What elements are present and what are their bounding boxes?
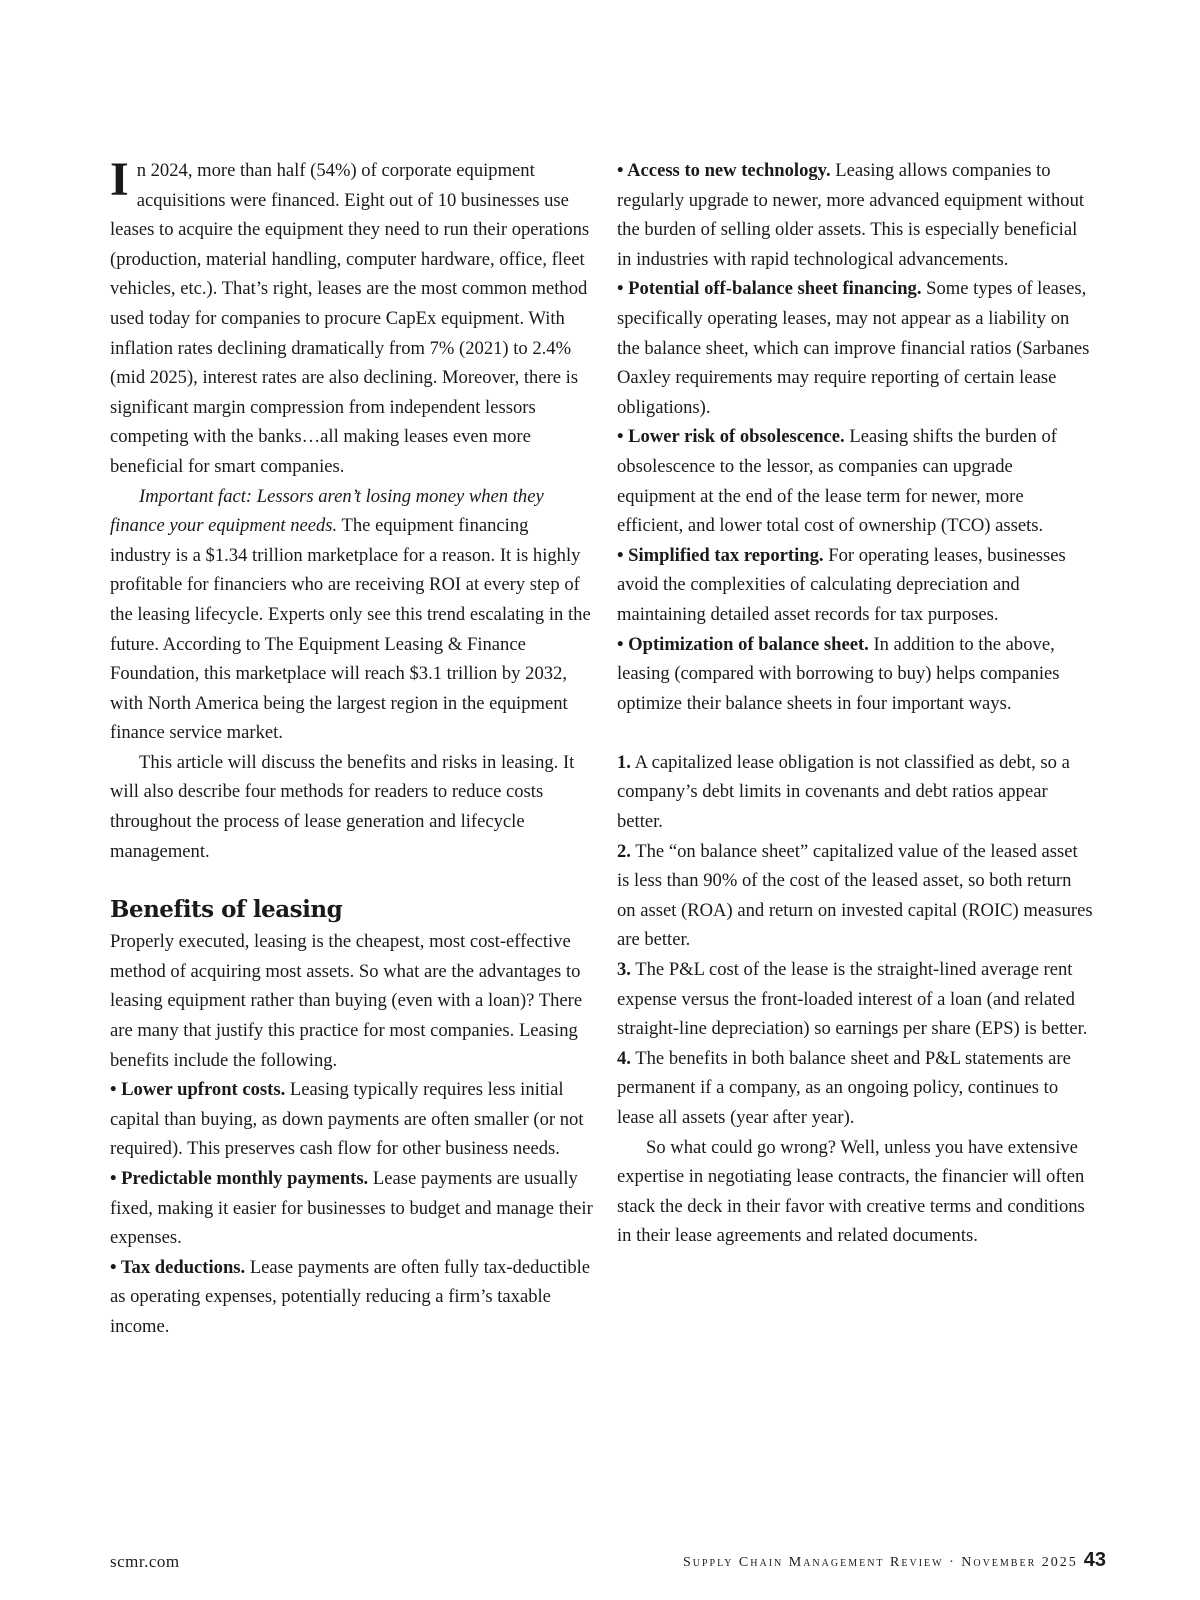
publication-name: Supply Chain Management Review · November 2025	[682, 1555, 1078, 1570]
intro-paragraph-3: This article will discuss the benefits and risks in leasing. It will also describe four methods for readers to reduce costs throughout the process of lease generation and lifecycle management.	[110, 751, 575, 862]
spacer	[617, 718, 1094, 748]
bullet-obsolescence: • Lower risk of obsolescence. Leasing shifts the burden of obsolescence to the lessor, as companies can upgrade equipment at the end of the lease term for newer, more efficient, and lower total cost of ownership (TCO) assets.	[617, 426, 1057, 537]
important-fact: Important fact: Lessors aren’t losing money when they finance your equipment needs.	[110, 485, 544, 537]
bullet-new-technology: • Access to new technology. Leasing allows companies to regularly upgrade to newer, more advanced equipment without the burden of selling older assets. This is especially beneficial in industries with rapid technological advancements.	[617, 160, 1085, 270]
bullet-balance-sheet-optimization: • Optimization of balance sheet. In addition to the above, leasing (compared with borrowing to buy) helps companies optimize their balance sheets in four important ways.	[617, 633, 1060, 714]
drop-cap: I	[110, 153, 129, 206]
bullet-off-balance-sheet: • Potential off-balance sheet financing. Some types of leases, specifically operating leases, may not appear as a liability on the balance sheet, which can improve financial ratios (Sarbanes Oaxley requirements may require reporting of certain lease obligations).	[617, 278, 1090, 418]
footer-site: scmr.com	[110, 1552, 180, 1571]
bullet-tax-reporting: • Simplified tax reporting. For operating leases, businesses avoid the complexities of calculating depreciation and maintaining detailed asset records for tax purposes.	[617, 544, 1066, 625]
bullet-lower-upfront-costs: • Lower upfront costs. Leasing typically requires less initial capital than buying, as down payments are often smaller (or not required). This preserves cash flow for other business needs.	[110, 1079, 584, 1160]
footer-publication	[683, 1549, 1106, 1572]
left-column	[110, 153, 594, 1342]
section-heading-benefits: Benefits of leasing	[110, 896, 343, 924]
numbered-item-3: 3. The P&L cost of the lease is the straight-lined average rent expense versus the front-loaded interest of a loan (and related straight-line depreciation) so earnings per share (EPS) is better.	[617, 959, 1088, 1040]
intro-paragraph-2: Important fact: Lessors aren’t losing money when they finance your equipment needs. The equipment financing industry is a $1.34 trillion marketplace for a reason. It is highly profitable for financiers who are receiving ROI at every step of the leasing lifecycle. Experts only see this trend escalating in the future. According to The Equipment Leasing & Finance Foundation, this marketplace will reach $3.1 trillion by 2032, with North America being the largest region in the equipment finance service market.	[110, 485, 591, 744]
bullet-tax-deductions: • Tax deductions. Lease payments are often fully tax-deductible as operating expenses, potentially reducing a firm’s taxable income.	[110, 1256, 591, 1337]
numbered-item-1: 1. A capitalized lease obligation is not classified as debt, so a company’s debt limits in covenants and debt ratios appear better.	[617, 751, 1070, 833]
right-column	[617, 156, 1094, 1251]
benefits-intro: Properly executed, leasing is the cheapest, most cost-effective method of acquiring most assets. So what are the advantages to leasing equipment rather than buying (even with a loan)? There are many that justify this practice for most companies. Leasing benefits include the following.	[110, 931, 583, 1071]
page-number: 43	[1083, 1549, 1106, 1571]
closing-paragraph: So what could go wrong? Well, unless you have extensive expertise in negotiating lease contracts, the financier will often stack the deck in their favor with creative terms and conditions in their lease agreements and related documents.	[617, 1136, 1085, 1247]
intro-paragraph-1: In 2024, more than half (54%) of corporate equipment acquisitions were financed. Eight out of 10 businesses use leases to acquire the equipment they need to run their operations (production, material handling, computer hardware, office, fleet vehicles, etc.). That’s right, leases are the most common method used today for companies to procure CapEx equipment. With inflation rates declining dramatically from 7% (2021) to 2.4% (mid 2025), interest rates are also declining. Moreover, there is significant margin compression from independent lessors competing with the banks…all making leases even more beneficial for smart companies.	[110, 153, 590, 477]
numbered-item-2: 2. The “on balance sheet” capitalized value of the leased asset is less than 90% of the cost of the leased asset, so both return on asset (ROA) and return on invested capital (ROIC) measures are better.	[617, 840, 1093, 951]
numbered-item-4: 4. The benefits in both balance sheet and P&L statements are permanent if a company, as an ongoing policy, continues to lease all assets (year after year).	[617, 1047, 1071, 1128]
bullet-predictable-payments: • Predictable monthly payments. Lease payments are usually fixed, making it easier for businesses to budget and manage their expenses.	[110, 1168, 593, 1249]
